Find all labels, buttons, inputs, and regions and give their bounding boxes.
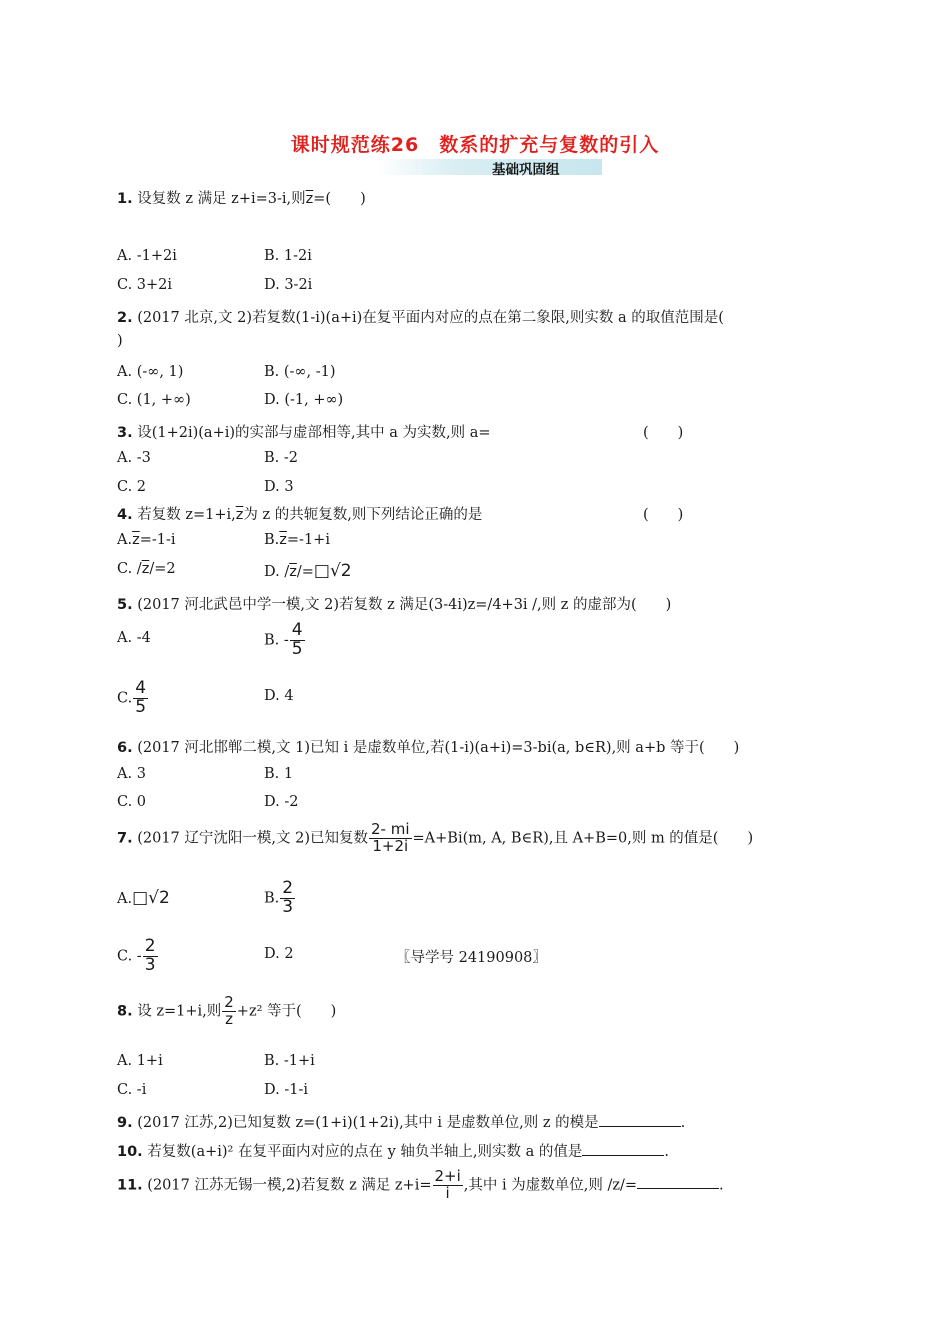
question-number: 10. [117, 1144, 143, 1160]
conjugate-symbol: $\overline{z}$ [289, 564, 297, 580]
option-d: D. 3 [264, 479, 294, 495]
fraction-numerator: 2 [282, 878, 294, 898]
option-label: A. [117, 532, 133, 548]
fraction-denominator: 3 [282, 896, 294, 917]
option-b [264, 532, 330, 548]
question-stem: 若复数(a+i)² 在复平面内对应的点在 y 轴负半轴上,则实数 a 的值是 [147, 1144, 583, 1160]
question-7 [117, 822, 753, 855]
option-c: C. -i [117, 1082, 147, 1098]
option-d [264, 561, 352, 581]
option-label: C. [117, 690, 133, 707]
option-a: A. -1+2i [117, 248, 177, 264]
question-stem: (2017 江苏,2)已知复数 z=(1+i)(1+2i),其中 i 是虚数单位,则 z 的模是 [137, 1115, 599, 1131]
conjugate-symbol: $\overline{z}$ [132, 532, 140, 548]
question-11 [117, 1169, 724, 1202]
question-3 [117, 421, 491, 442]
question-9 [117, 1111, 685, 1132]
option-a: A. -3 [117, 450, 151, 466]
question-stem: (2017 辽宁沈阳一模,文 2)已知复数 [137, 830, 368, 847]
option-d: D. 3-2i [264, 277, 313, 293]
reference-number: 〖导学号 24190908〗 [396, 950, 547, 966]
fraction-numerator: 4 [135, 678, 147, 698]
question-stem-end: 为 z 的共轭复数,则下列结论正确的是 [243, 507, 483, 523]
option-c: C. 2 [117, 479, 147, 495]
question-stem: 设(1+2i)(a+i)的实部与虚部相等,其中 a 为实数,则 a= [137, 425, 491, 441]
sentence-end: . [680, 1115, 686, 1131]
fraction-denominator: z [225, 1009, 233, 1028]
fraction-numerator: 2- mi [371, 820, 410, 838]
option-d: D. (-1, +∞) [264, 392, 344, 408]
option-c: C. 0 [117, 794, 147, 810]
option-label: D. / [264, 564, 290, 580]
question-stem: 若复数 z=1+i, [137, 507, 236, 523]
option-d: D. 2 [264, 946, 294, 962]
fraction [133, 680, 148, 717]
question-5 [117, 593, 671, 614]
option-b: B. (-∞, -1) [264, 364, 336, 380]
option-label: B. - [264, 632, 289, 649]
question-stem: (2017 江苏无锡一模,2)若复数 z 满足 z+i= [147, 1177, 432, 1194]
question-1 [117, 187, 366, 208]
option-text: /=2 [149, 561, 176, 577]
option-b: B. 1 [264, 766, 294, 782]
option-label: C. / [117, 561, 142, 577]
fraction-denominator: 5 [291, 638, 303, 659]
question-stem-end: =( ) [313, 191, 366, 207]
option-d: D. -2 [264, 794, 299, 810]
option-c [117, 561, 176, 577]
option-text: /= [296, 564, 314, 580]
question-number: 11. [117, 1177, 143, 1194]
conjugate-symbol: $\overline{z}$ [235, 507, 244, 523]
question-number: 8. [117, 1003, 133, 1020]
conjugate-symbol: $\overline{z}$ [141, 561, 150, 577]
question-2-continued: ) [117, 333, 123, 349]
question-number: 4. [117, 507, 133, 523]
question-stem: 设 z=1+i,则 [137, 1003, 222, 1020]
option-b [264, 622, 306, 659]
answer-blank[interactable] [637, 1176, 719, 1189]
option-c: C. 3+2i [117, 277, 173, 293]
question-stem-end: ,其中 i 为虚数单位,则 /z/= [463, 1177, 638, 1194]
fraction [222, 995, 236, 1028]
option-label: B. [264, 532, 280, 548]
answer-blank[interactable] [582, 1143, 664, 1156]
option-a: A. 1+i [117, 1053, 163, 1069]
fraction-numerator: 2+i [434, 1167, 461, 1185]
question-number: 6. [117, 740, 133, 756]
option-label: A. [117, 891, 133, 907]
option-a: A. 3 [117, 766, 146, 782]
fraction-denominator: 1+2i [372, 836, 409, 855]
option-b [264, 880, 296, 917]
question-number: 7. [117, 830, 133, 847]
question-4 [117, 503, 482, 524]
option-a: A. -4 [117, 630, 151, 646]
question-number: 2. [117, 310, 133, 326]
option-text: =-1+i [286, 532, 330, 548]
question-number: 5. [117, 597, 133, 613]
question-stem: (2017 北京,文 2)若复数(1-i)(a+i)在复平面内对应的点在第二象限,则实数 a 的取值范围是( [137, 310, 724, 326]
question-10 [117, 1140, 669, 1161]
fraction-numerator: 2 [224, 993, 234, 1011]
option-label: C. - [117, 948, 142, 965]
question-number: 9. [117, 1115, 133, 1131]
option-d: D. -1-i [264, 1082, 308, 1098]
question-stem-end: =A+Bi(m, A, B∈R),且 A+B=0,则 m 的值是( ) [412, 830, 754, 847]
fraction [433, 1169, 463, 1202]
fraction [143, 938, 158, 975]
fraction-denominator: 5 [135, 696, 147, 717]
option-b: B. 1-2i [264, 248, 312, 264]
conjugate-symbol: $\overline{z}$ [279, 532, 287, 548]
option-a: A. (-∞, 1) [117, 364, 184, 380]
option-a [117, 888, 170, 908]
sentence-end: . [664, 1144, 669, 1160]
option-a [117, 532, 176, 548]
option-d: D. 4 [264, 688, 294, 704]
option-c [117, 680, 149, 717]
conjugate-symbol: $\overline{z}$ [305, 191, 314, 207]
option-c [117, 938, 159, 975]
answer-blank[interactable] [599, 1114, 681, 1127]
question-number: 3. [117, 425, 133, 441]
fraction [280, 880, 295, 917]
sqrt-value: □√2 [313, 561, 352, 581]
option-text: =-1-i [139, 532, 176, 548]
sqrt-value: □√2 [132, 888, 170, 908]
fraction-numerator: 4 [291, 620, 303, 640]
option-b: B. -1+i [264, 1053, 315, 1069]
section-subtitle: 基础巩固组 [492, 162, 560, 178]
question-stem: 设复数 z 满足 z+i=3-i,则 [137, 191, 306, 207]
fraction-numerator: 2 [144, 936, 156, 956]
fraction [290, 622, 305, 659]
fraction-denominator: 3 [144, 954, 156, 975]
question-number: 1. [117, 191, 133, 207]
option-c: C. (1, +∞) [117, 392, 191, 408]
question-stem-end: +z² 等于( ) [236, 1003, 337, 1020]
question-8 [117, 995, 336, 1028]
question-6 [117, 736, 739, 757]
question-stem: (2017 河北邯郸二模,文 1)已知 i 是虚数单位,若(1-i)(a+i)=3-bi(a, b∈R),则 a+b 等于( ) [137, 740, 740, 756]
fraction-denominator: i [445, 1183, 450, 1202]
option-b: B. -2 [264, 450, 298, 466]
page-title: 课时规范练26 数系的扩充与复数的引入 [290, 134, 660, 156]
question-2 [117, 306, 724, 327]
answer-paren: ( ) [643, 425, 684, 441]
sentence-end: . [719, 1177, 724, 1194]
answer-paren: ( ) [643, 507, 684, 523]
option-label: B. [264, 890, 280, 907]
question-stem: (2017 河北武邑中学一模,文 2)若复数 z 满足(3-4i)z=/4+3i /,则 z 的虚部为( ) [137, 597, 672, 613]
subtitle-band [376, 159, 602, 175]
fraction [369, 822, 412, 855]
